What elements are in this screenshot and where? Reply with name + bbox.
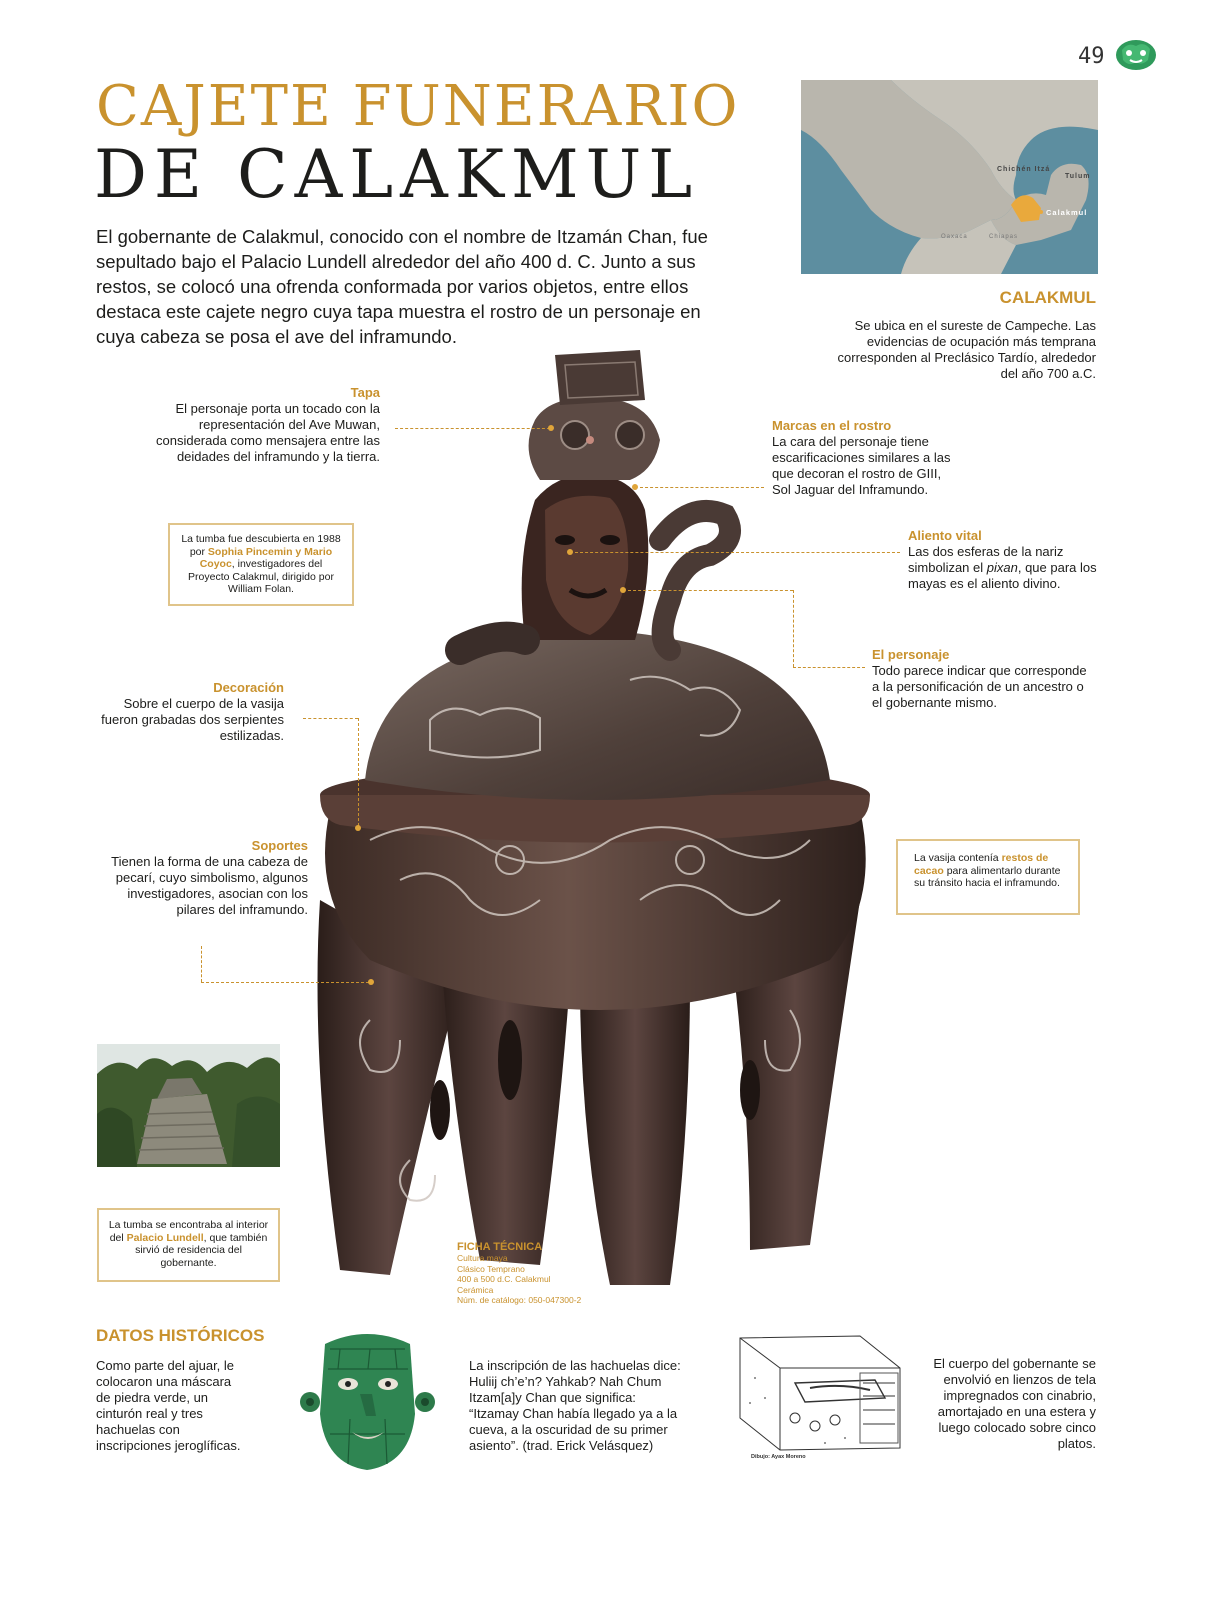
callout-aliento-title: Aliento vital bbox=[908, 528, 982, 543]
ficha-line-1: Cultura maya bbox=[457, 1253, 508, 1263]
callout-personaje-line-v bbox=[793, 590, 794, 667]
datos-col3: El cuerpo del gobernante se envolvió en lienzos de tela impregnados con cinabrio, amortajado en una estera y luego colocado sobre cinco platos. bbox=[933, 1356, 1096, 1451]
datos-col2: La inscripción de las hachuelas dice: Huliij ch’e’n? Yahkab? Nah Chum Itzam[a]y Chan que significa: “Itzamay Chan había llegado ya a la cueva, a la oscuridad de su primer asiento”. (trad. Erick Velásquez) bbox=[469, 1358, 681, 1453]
callout-soportes-line-v bbox=[201, 946, 202, 982]
callout-marcas-text: La cara del personaje tiene escarificaciones similares a las que decoran el rostro de GIII, Sol Jaguar del Inframundo. bbox=[772, 434, 951, 497]
callout-aliento-text bbox=[908, 544, 1098, 592]
datos-col1: Como parte del ajuar, le colocaron una máscara de piedra verde, un cinturón real y tres hachuelas con inscripciones jeroglíficas. bbox=[96, 1358, 241, 1453]
callout-decoracion-title: Decoración bbox=[213, 680, 284, 695]
ficha-title: FICHA TÉCNICA bbox=[457, 1241, 543, 1253]
ficha-tecnica bbox=[457, 1241, 627, 1306]
callout-decoracion-line-v bbox=[358, 718, 359, 826]
ficha-line-5: Núm. de catálogo: 050-047300-2 bbox=[457, 1295, 582, 1305]
page-number: 49 bbox=[1078, 44, 1105, 69]
box-tumba bbox=[168, 523, 354, 606]
callout-soportes-dot bbox=[368, 979, 374, 985]
calakmul-text: Se ubica en el sureste de Campeche. Las evidencias de ocupación más temprana corresponden al Preclásico Tardío, alrededor del año 700 a.C. bbox=[837, 318, 1096, 381]
box-cacao-text-end: para alimentarlo durante su tránsito hacia el inframundo. bbox=[914, 864, 1061, 889]
callout-tapa-text: El personaje porta un tocado con la representación del Ave Muwan, considerada como mensajera entre las deidades del inframundo y la tierra. bbox=[155, 401, 380, 464]
calakmul-heading: CALAKMUL bbox=[999, 288, 1096, 307]
callout-decoracion-text: Sobre el cuerpo de la vasija fueron grabadas dos serpientes estilizadas. bbox=[101, 696, 284, 743]
box-cacao bbox=[896, 839, 1080, 915]
callout-soportes-text: Tienen la forma de una cabeza de pecarí, cuyo simbolismo, algunos investigadores, asocian con los pilares del inframundo. bbox=[111, 854, 308, 917]
drawing-credit: Dibujo: Ayax Moreno bbox=[751, 1454, 806, 1460]
callout-aliento-line bbox=[575, 552, 900, 553]
tomb-drawing bbox=[735, 1328, 907, 1458]
title-line-2: DE CALAKMUL bbox=[94, 136, 700, 213]
callout-decoracion-dot bbox=[355, 825, 361, 831]
callout-tapa-title: Tapa bbox=[350, 385, 380, 400]
aliento-text-part: Las dos esferas de la nariz simbolizan el bbox=[908, 544, 1064, 575]
callout-marcas-title: Marcas en el rostro bbox=[772, 418, 892, 433]
map-label-oaxaca: Oaxaca bbox=[941, 234, 968, 240]
callout-marcas-line bbox=[640, 487, 764, 488]
datos-heading: DATOS HISTÓRICOS bbox=[96, 1326, 265, 1345]
map-label-chiapas: Chiapas bbox=[989, 234, 1019, 240]
mexico-map bbox=[801, 80, 1098, 274]
box-cacao-text: La vasija contenía bbox=[914, 852, 1002, 864]
box-tumba-text: La tumba fue descubierta en 1988 por bbox=[181, 533, 341, 558]
aliento-text-part2: , que para los mayas es el aliento divino. bbox=[908, 560, 1097, 591]
box-tumba-highlight: Sophia Pincemin y Mario Coyoc bbox=[199, 545, 333, 570]
intro-paragraph: El gobernante de Calakmul, conocido con el nombre de Itzamán Chan, fue sepultado bajo el Palacio Lundell alrededor del año 400 d. C. Junto a sus restos, se colocó una ofrenda conformada por varios objetos, entre ellos destaca este cajete negro cuya tapa muestra el rostro de un personaje en cuya cabeza se posa el ave del inframundo. bbox=[96, 226, 708, 347]
box-cacao-highlight: restos de cacao bbox=[914, 852, 1049, 877]
callout-decoracion-line-h bbox=[303, 718, 358, 719]
map-label-chichen: Chichén Itzá bbox=[997, 166, 1051, 173]
box-palacio-text-end: , que también sirvió de residencia del gobernante. bbox=[135, 1231, 268, 1269]
map-label-calakmul: Calakmul bbox=[1046, 208, 1088, 217]
ficha-line-2: Clásico Temprano bbox=[457, 1263, 525, 1274]
callout-marcas-dot bbox=[632, 484, 638, 490]
callout-personaje-dot bbox=[620, 587, 626, 593]
palacio-lundell-photo bbox=[97, 1044, 280, 1167]
jade-mask-image bbox=[300, 1324, 435, 1472]
box-tumba-text-end: , investigadores del Proyecto Calakmul, dirigido por William Folan. bbox=[188, 558, 334, 595]
callout-personaje-line-h1 bbox=[628, 590, 793, 591]
ficha-line-3: 400 a 500 d.C. Calakmul bbox=[457, 1274, 551, 1284]
callout-personaje-line-h2 bbox=[793, 667, 865, 668]
callout-tapa-dot bbox=[548, 425, 554, 431]
callout-personaje-title: El personaje bbox=[872, 647, 950, 662]
callout-tapa-line bbox=[395, 428, 550, 429]
aliento-text-em: pixan bbox=[986, 560, 1018, 575]
callout-aliento-dot bbox=[567, 549, 573, 555]
jade-logo-icon bbox=[1114, 38, 1158, 72]
callout-soportes-title: Soportes bbox=[251, 838, 308, 853]
callout-personaje-text: Todo parece indicar que corresponde a la personificación de un ancestro o el gobernante mismo. bbox=[872, 663, 1087, 710]
ficha-line-4: Cerámica bbox=[457, 1284, 494, 1295]
map-label-tulum: Tulum bbox=[1065, 173, 1091, 180]
box-palacio-text: La tumba se encontraba al interior del bbox=[108, 1219, 269, 1244]
box-palacio-highlight: Palacio Lundell bbox=[126, 1231, 204, 1244]
title-line-1: CAJETE FUNERARIO bbox=[96, 74, 740, 139]
callout-soportes-line-h bbox=[201, 982, 369, 983]
box-palacio bbox=[97, 1208, 280, 1282]
